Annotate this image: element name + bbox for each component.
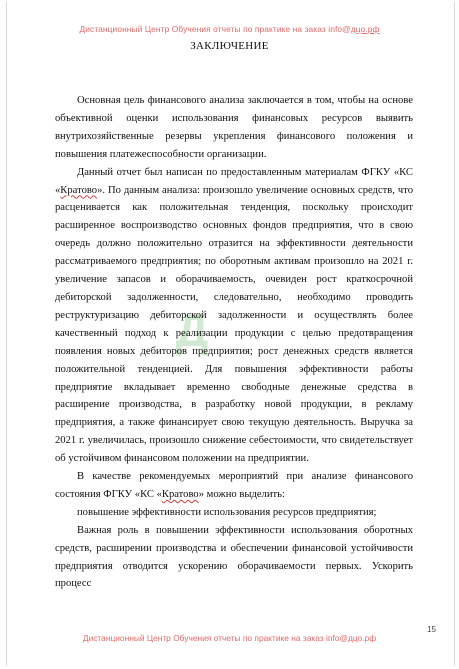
org-name-spellcheck: Кратово bbox=[60, 184, 98, 196]
paragraph-1: Основная цель финансового анализа заключается в том, чтобы на основе объективной оценки использования финансовых ресурсов выявить внутрихозяйственные резервы укрепления финансового положения и повышения платежеспособности организации. bbox=[55, 95, 413, 160]
page-number: 15 bbox=[427, 625, 436, 634]
paragraph-3-rest: » можно выделить: bbox=[198, 488, 285, 500]
paragraph-3-start: В качестве рекомендуемых мероприятий при анализе финансового состояния ФГКУ «КС « bbox=[55, 471, 413, 500]
footer-watermark: Дистанционный Центр Обучения отчеты по практике на заказ info@дцо.рф bbox=[82, 633, 377, 643]
page-title: ЗАКЛЮЧЕНИЕ bbox=[190, 40, 269, 52]
document-body bbox=[55, 92, 413, 593]
paragraph-5: Важная роль в повышении эффективности использования оборотных средств, расширении производства и обеспечении финансовой устойчивости предприятия отводится ускорению оборачиваемости первых. Ускорить процесс bbox=[55, 524, 413, 590]
paragraph-2-rest: ». По данным анализа: произошло увеличение основных средств, что расценивается как положительная тенденция, поскольку происходит расширенное воспроизводство основных фондов предприятия, что в свою очередь должно положительно отразится на эффективности деятельности рассматриваемого предприятия; по оборотным активам произошло на 2021 г. увеличение запасов и оборачиваемость, очевиден рост краткосрочной дебиторской задолженности, следовательно, необходимо проводить реструктуризацию дебиторской задолженности и осуществлять более качественный подход к реализации продукции с целью предотвращения появления новых дебиторов предприятия; рост денежных средств является положительной тенденцией. Для повышения эффективности работы предприятие вкладывает временно свободные денежные средства в расширение производства, в разработку новой продукции, в рекламу предприятия, а также финансирует свою текущую деятельность. Выручка за 2021 г. увеличилась, произошло снижение себестоимости, что свидетельствует об устойчивом финансовом положении на предприятии. bbox=[55, 184, 413, 465]
header-watermark-domain: дцо.рф bbox=[350, 24, 380, 34]
paragraph-4: повышение эффективности использования ресурсов предприятия; bbox=[77, 506, 377, 518]
org-name-spellcheck: Кратово bbox=[161, 488, 199, 500]
paragraph-2 bbox=[55, 164, 413, 468]
center-watermark-logo: Д bbox=[175, 304, 209, 356]
paragraph-2-start: Данный отчет был написан по предоставленным материалам ФГКУ «КС « bbox=[55, 166, 413, 196]
header-watermark-text: Дистанционный Центр Обучения отчеты по практике на заказ info@ bbox=[79, 24, 351, 34]
paragraph-3 bbox=[55, 468, 413, 504]
header-watermark bbox=[0, 24, 459, 34]
